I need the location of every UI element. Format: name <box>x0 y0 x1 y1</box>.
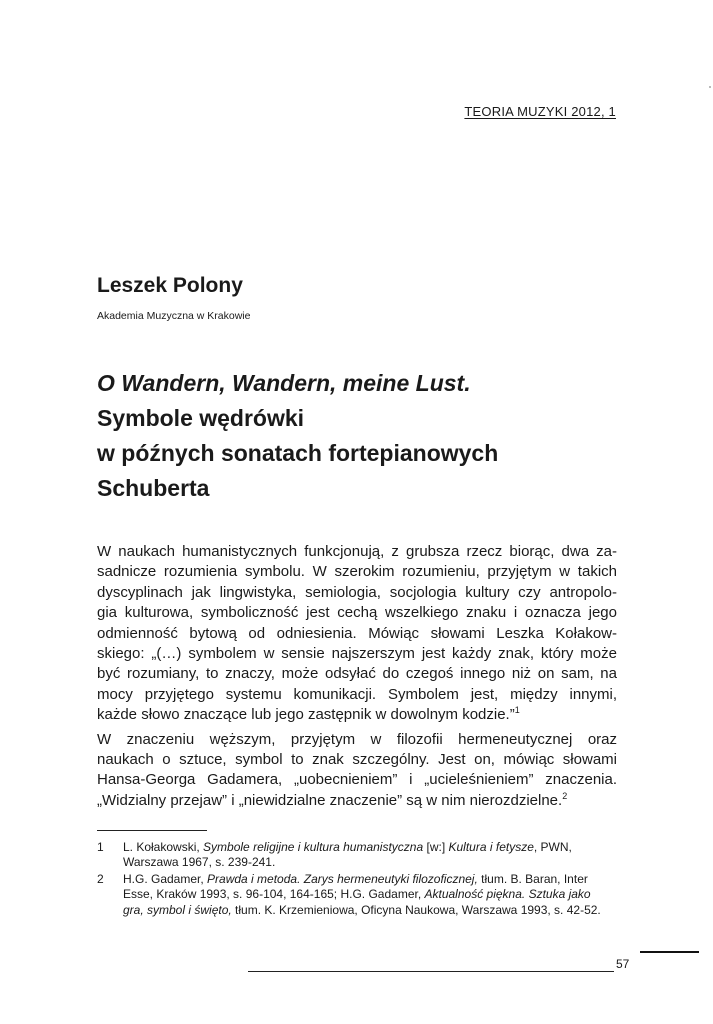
text-line: dyscyplinach jak lingwistyka, semiologia, socjologia kultury czy antropolo- <box>97 583 617 601</box>
footnote-line <box>123 872 617 887</box>
footnote-text: , PWN, <box>533 840 572 854</box>
text-line-content: każde słowo znaczące lub jego zastępnik w dowolnym kodzie.” <box>97 706 515 724</box>
footnote-text: [w:] <box>423 840 449 854</box>
footnote-line: Warszawa 1967, s. 239-241. <box>123 855 276 870</box>
article-body <box>97 542 617 811</box>
footnote-text: tłum. B. Baran, Inter <box>477 871 588 886</box>
text-line: naukach o sztuce, symbol to znak szczególny. Jest on, mówiąc słowami <box>97 751 617 769</box>
footnote-1 <box>97 840 617 871</box>
footnotes <box>97 840 617 919</box>
footer-rule <box>248 971 614 972</box>
title-line: Schuberta <box>97 475 210 501</box>
text-line: skiego: „(…) symbolem w sensie najszerszym jest każdy znak, który może <box>97 645 617 663</box>
text-line: być rozumiany, to znaczy, może odsyłać do czegoś innego niż on sam, na <box>97 665 617 683</box>
text-line: W znaczeniu węższym, przyjętym w filozofii hermeneutycznej oraz <box>97 730 617 748</box>
title-line: w późnych sonatach fortepianowych <box>97 440 499 466</box>
text-line: mocy przyjętego systemu komunikacji. Symbolem jest, między innymi, <box>97 685 617 703</box>
author-affiliation: Akademia Muzyczna w Krakowie <box>97 310 251 322</box>
text-line: sadnicze rozumienia symbolu. W szerokim rozumieniu, przyjętym w takich <box>97 563 617 581</box>
text-line: W naukach humanistycznych funkcjonują, z grubsza rzecz biorąc, dwa za- <box>97 543 617 560</box>
text-line: gia kulturowa, symboliczność jest cechą wszelkiego znaku i oznacza jego <box>97 604 617 622</box>
footnote-ref[interactable]: 2 <box>562 790 568 801</box>
corner-rule <box>640 951 699 953</box>
page-number: 57 <box>616 957 630 971</box>
footnote-separator <box>97 830 207 831</box>
text-line <box>97 791 617 811</box>
title-line: Symbole wędrówki <box>97 405 305 431</box>
journal-header: TEORIA MUZYKI 2012, 1 <box>464 104 616 119</box>
author-name: Leszek Polony <box>97 274 243 297</box>
footnote-text: Esse, Kraków 1993, s. 96-104, 164-165; H.G. Gadamer, <box>123 887 425 902</box>
footnote-title: gra, symbol i święto, <box>123 902 232 917</box>
footnote-line <box>123 840 617 855</box>
scan-mark <box>709 86 711 88</box>
footnote-line <box>123 903 617 918</box>
footnote-number: 2 <box>97 871 104 886</box>
footnote-line <box>123 887 617 902</box>
text-line: Hansa-Georga Gadamera, „uobecnieniem” i „ucieleśnieniem” znaczenia. <box>97 771 617 789</box>
title-line: O Wandern, Wandern, meine Lust. <box>97 370 471 396</box>
footnote-ref[interactable]: 1 <box>514 705 520 716</box>
footnote-text: L. Kołakowski, <box>123 840 204 854</box>
article-title <box>97 366 637 506</box>
text-line-content: „Widzialny przejaw” i „niewidzialne znaczenie” są w nim nierozdzielne. <box>97 791 563 809</box>
paragraph-2 <box>97 730 617 812</box>
text-line <box>97 705 617 725</box>
footnote-text: H.G. Gadamer, <box>123 871 208 886</box>
footnote-title: Symbole religijne i kultura humanistyczna <box>203 840 424 854</box>
footnote-2 <box>97 872 617 918</box>
footnote-title: Prawda i metoda. Zarys hermeneutyki filozoficznej, <box>207 871 478 886</box>
footnote-number: 1 <box>97 840 104 854</box>
footnote-title: Kultura i fetysze <box>448 840 534 854</box>
text-line: odmienność bytową od odniesienia. Mówiąc słowami Leszka Kołakow- <box>97 624 617 642</box>
footnote-title: Aktualność piękna. Sztuka jako <box>424 887 591 902</box>
footnote-text: tłum. K. Krzemieniowa, Oficyna Naukowa, Warszawa 1993, s. 42-52. <box>231 902 601 917</box>
paragraph-1 <box>97 542 617 726</box>
